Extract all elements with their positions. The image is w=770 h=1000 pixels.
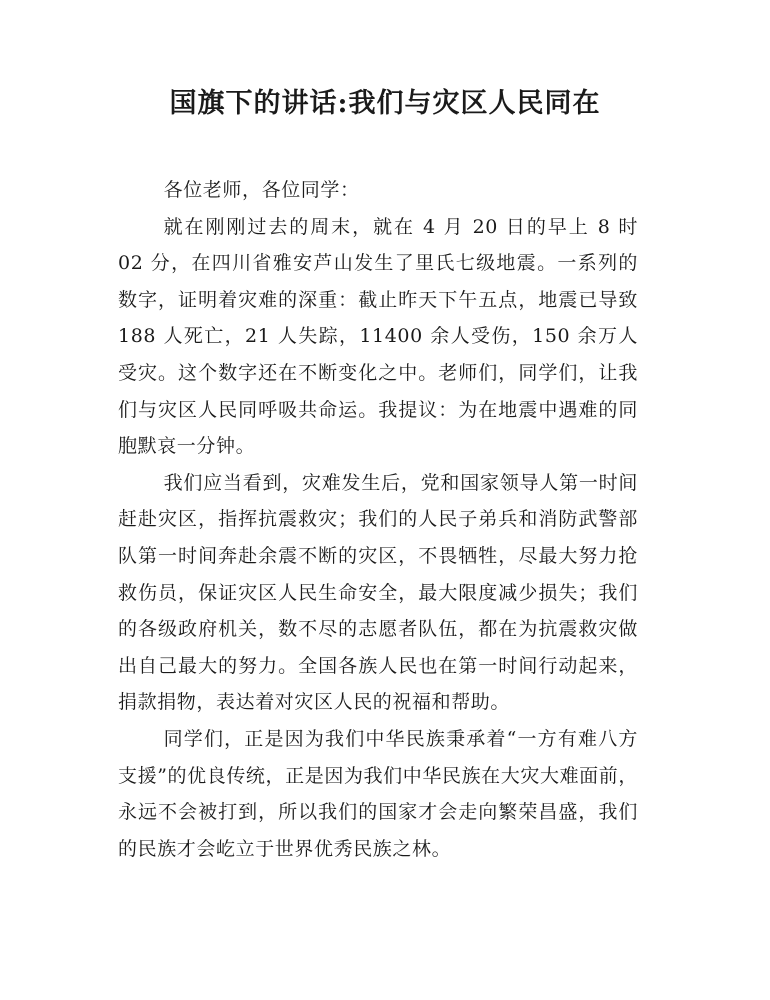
paragraph-3: 同学们，正是因为我们中华民族秉承着“一方有难八方支援”的优良传统，正是因为我们中华民族在大灾大难面前，永远不会被打到，所以我们的国家才会走向繁荣昌盛，我们的民族才会屹立于世界优秀民族之林。	[118, 727, 638, 860]
document-title: 国旗下的讲话:我们与灾区人民同在	[169, 88, 601, 119]
paragraph-1: 就在刚刚过去的周末，就在 4 月 20 日的早上 8 时 02 分，在四川省雅安芦山发生了里氏七级地震。一系列的数字，证明着灾难的深重：截止昨天下午五点，地震已导致 188 人死亡，21 人失踪，11400 余人受伤，150 余万人受灾。这个数字还在不断变化之中。老师们，同学们，让我们与灾区人民同呼吸共命运。我提议：为在地震中遇难的同胞默哀一分钟。	[118, 215, 638, 458]
document-body	[118, 172, 638, 867]
salutation: 各位老师，各位同学：	[163, 179, 360, 201]
paragraph-2: 我们应当看到，灾难发生后，党和国家领导人第一时间赶赴灾区，指挥抗震救灾；我们的人民子弟兵和消防武警部队第一时间奔赴余震不断的灾区，不畏牺牲，尽最大努力抢救伤员，保证灾区人民生命安全，最大限度减少损失；我们的各级政府机关，数不尽的志愿者队伍，都在为抗震救灾做出自己最大的努力。全国各族人民也在第一时间行动起来，捐款捐物，表达着对灾区人民的祝福和帮助。	[118, 471, 638, 714]
